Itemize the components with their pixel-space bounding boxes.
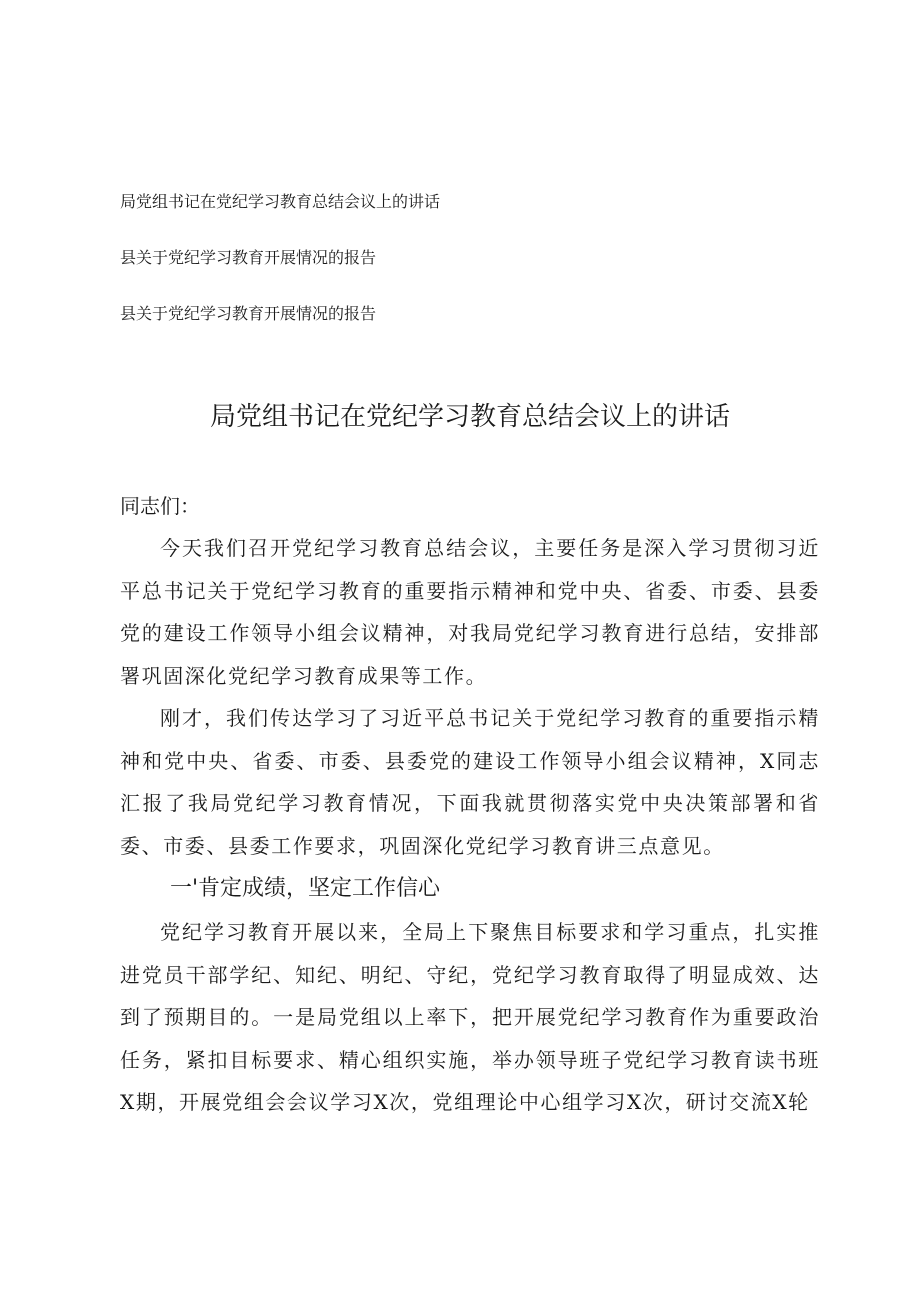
document-body: [120, 485, 820, 1124]
body-paragraph: 今天我们召开党纪学习教育总结会议，主要任务是深入学习贯彻习近平总书记关于党纪学习教育的重要指示精神和党中央、省委、市委、县委党的建设工作领导小组会议精神，对我局党纪学习教育进行总结，安排部署巩固深化党纪学习教育成果等工作。: [120, 536, 820, 688]
toc-item[interactable]: 县关于党纪学习教育开展情况的报告: [120, 248, 377, 267]
table-of-contents: [120, 188, 820, 356]
salutation: 同志们：: [120, 494, 200, 518]
document-title: 局党组书记在党纪学习教育总结会议上的讲话: [209, 402, 730, 432]
body-paragraph: 党纪学习教育开展以来，全局上下聚焦目标要求和学习重点，扎实推进党员干部学纪、知纪、明纪、守纪，党纪学习教育取得了明显成效、达到了预期目的。一是局党组以上率下，把开展党纪学习教育作为重要政治任务，紧扣目标要求、精心组织实施，举办领导班子党纪学习教育读书班X期，开展党组会会议学习X次，党组理论中心组学习X次，研讨交流X轮: [120, 920, 820, 1114]
toc-item[interactable]: 局党组书记在党纪学习教育总结会议上的讲话: [120, 192, 441, 211]
body-paragraph: 刚才，我们传达学习了习近平总书记关于党纪学习教育的重要指示精神和党中央、省委、市委、县委党的建设工作领导小组会议精神，X同志汇报了我局党纪学习教育情况，下面我就贯彻落实党中央决策部署和省委、市委、县委工作要求，巩固深化党纪学习教育讲三点意见。: [120, 706, 820, 858]
section-heading: 一'肯定成绩，坚定工作信心: [170, 876, 441, 901]
toc-item[interactable]: 县关于党纪学习教育开展情况的报告: [120, 304, 377, 323]
